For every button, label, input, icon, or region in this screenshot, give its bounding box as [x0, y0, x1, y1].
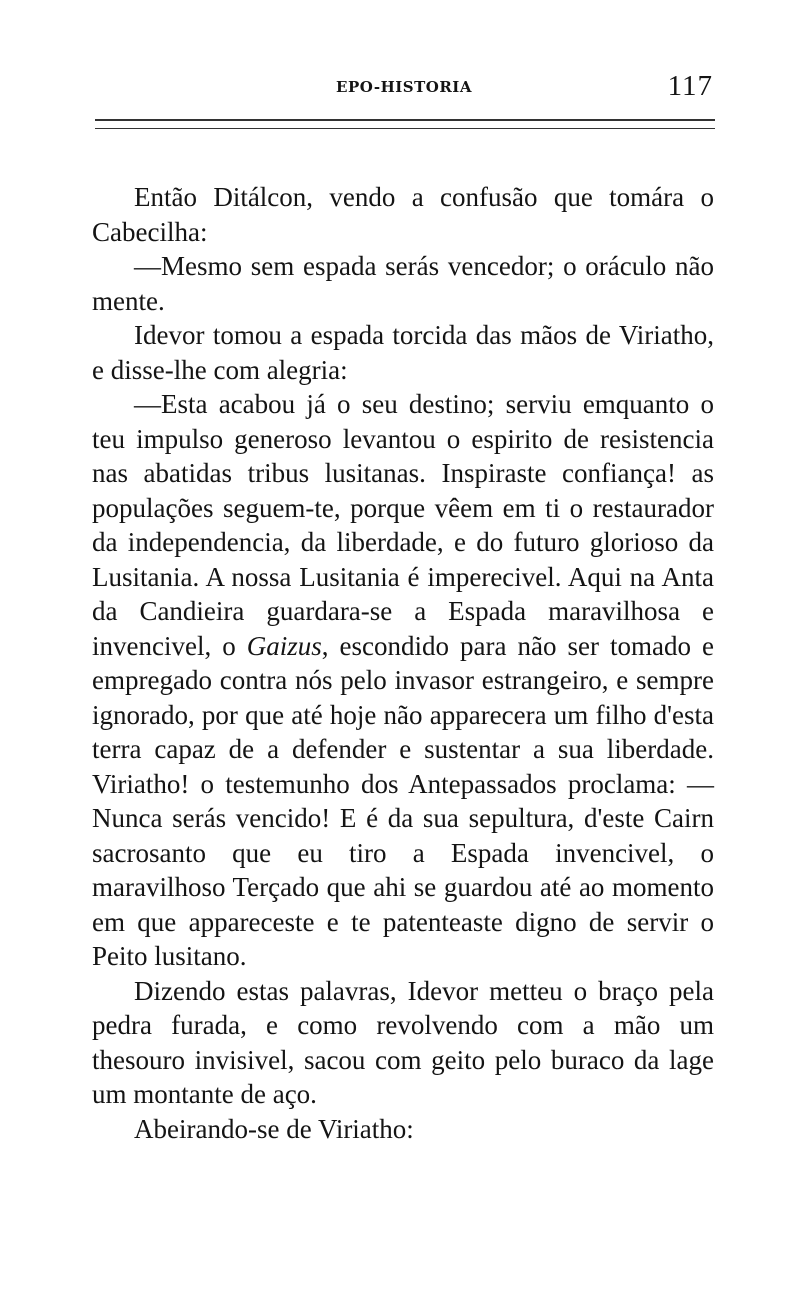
paragraph: Dizendo estas palavras, Idevor metteu o braço pela pedra furada, e como revolvendo com a mão um thesouro invisivel, sacou com geito pelo buraco da lage um montante de aço.: [92, 975, 714, 1109]
paragraph: Então Ditálcon, vendo a confusão que tomára o Cabecilha:: [92, 182, 714, 247]
paragraph: Idevor tomou a espada torcida das mãos de Viriatho, e disse-lhe com alegria:: [92, 320, 714, 385]
page-number: 117: [667, 70, 713, 102]
paragraph-text: , escondido para não ser tomado e empregado contra nós pelo invasor estrangeiro, e sempre ignorado, por que até hoje não apparecera um filho d'esta terra capaz de a defender e sustentar a sua liberdade. Viriatho! o testemunho dos Antepassados proclama: —Nunca serás vencido! E é da sua sepultura, d'este Cairn sacrosanto que eu tiro a Espada invencivel, o maravilhoso Terçado que ahi se guardou até ao momento em que appareceste e te patenteaste digno de servir o Peito lusitano.: [92, 630, 714, 971]
paragraph: [92, 387, 714, 974]
paragraph: —Mesmo sem espada serás vencedor; o oráculo não mente.: [92, 251, 714, 316]
running-title: EPO-HISTORIA: [336, 78, 472, 96]
paragraph-text: —Esta acabou já o seu destino; serviu emquanto o teu impulso generoso levantou o espirito de resistencia nas abatidas tribus lusitanas. Inspiraste confiança! as populações seguem-te, porque vêem em ti o restaurador da independencia, da liberdade, e do futuro glorioso da Lusitania. A nossa Lusitania é imperecivel. Aqui na Anta da Candieira guardara-se a Espada maravilhosa e invencivel, o: [92, 389, 714, 661]
body-text: [92, 180, 714, 1146]
italic-word: Gaizus: [246, 630, 322, 661]
header-rule-bottom: [95, 128, 715, 129]
paragraph: Abeirando-se de Viriatho:: [134, 1113, 414, 1144]
running-head: [93, 70, 715, 104]
header-rule-top: [95, 119, 715, 121]
